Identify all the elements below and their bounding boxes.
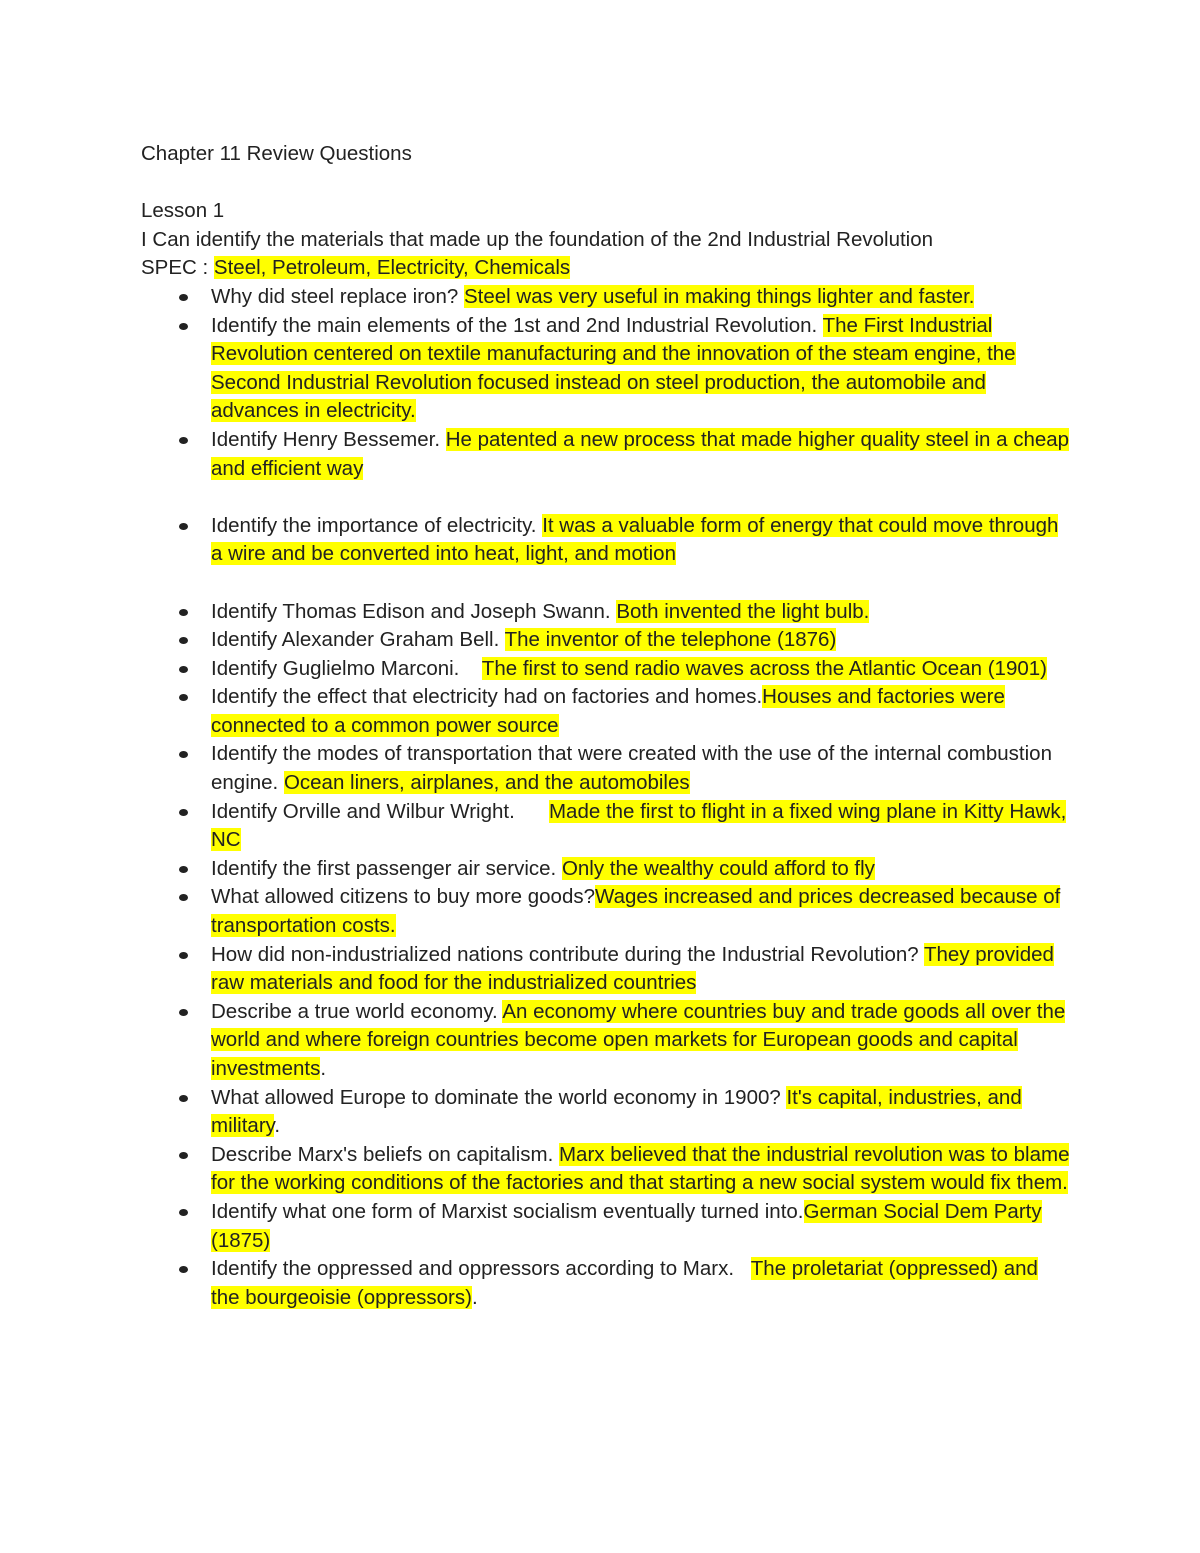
question-text: Identify Guglielmo Marconi. [211,656,482,680]
bullet-icon [179,609,188,616]
spec-label: SPEC : [141,256,214,280]
question-item [141,426,1071,483]
bullet-icon [179,751,188,758]
question-item [141,683,1071,740]
answer-tail: . [320,1057,327,1080]
answer-tail: . [274,1114,281,1138]
question-item [141,283,1071,312]
bullet-icon [179,1009,188,1016]
question-item [141,855,1071,884]
bullet-icon [179,637,188,644]
bullet-icon [179,866,188,873]
question-item [141,941,1071,998]
document-page [141,140,1071,1312]
answer-text: The proletariat (oppressed) and the bourgeoisie (oppressors) [211,1257,1038,1309]
question-item [141,798,1071,855]
answer-text: They provided raw materials and food for the industrialized countries [211,942,1054,995]
bullet-icon [179,1209,188,1216]
question-text: Identify Alexander Graham Bell. [211,628,505,652]
question-item [141,998,1071,1084]
answer-text: Steel was very useful in making things lighter and faster. [463,284,975,308]
bullet-icon [179,294,188,301]
bullet-icon [179,1095,188,1102]
question-text: Identify the effect that electricity had on factories and homes. [211,685,763,709]
bullet-icon [179,437,188,444]
answer-text: Wages increased and prices decreased because of transportation costs. [211,885,1061,938]
bullet-icon [179,323,188,330]
question-text: Identify the modes of transportation that were created with the use of the internal combustion engine. [211,742,1052,795]
question-item [141,312,1071,426]
bullet-icon [179,523,188,530]
question-text: Why did steel replace iron? [211,284,464,308]
bullet-icon [179,1152,188,1159]
question-item [141,740,1071,797]
question-text: Describe Marx's beliefs on capitalism. [211,1142,559,1166]
learning-objective: I Can identify the materials that made up the foundation of the 2nd Industrial Revolution [141,227,934,251]
answer-text: Marx believed that the industrial revolution was to blame for the working conditions of the factories and that starting a new social system would fix them. [211,1142,1070,1195]
question-text: What allowed citizens to buy more goods? [211,885,596,909]
answer-text: It was a valuable form of energy that could move through a wire and be converted into heat, light, and motion [211,513,1059,566]
question-item [141,1084,1071,1141]
question-text: Identify Henry Bessemer. [211,427,446,451]
answer-text: Only the wealthy could afford to fly [561,856,875,880]
bullet-icon [179,894,188,901]
bullet-icon [179,809,188,816]
lesson-heading: Lesson 1 [141,199,225,223]
answer-text: Ocean liners, airplanes, and the automobiles [283,771,690,795]
question-text: Identify the main elements of the 1st and 2nd Industrial Revolution. [211,313,823,337]
question-text: Identify the importance of electricity. [211,513,543,537]
question-text: Describe a true world economy. [211,999,503,1023]
question-text: Identify what one form of Marxist socialism eventually turned into. [211,1199,804,1223]
document-title: Chapter 11 Review Questions [141,142,412,165]
question-text: What allowed Europe to dominate the world economy in 1900? [211,1085,787,1109]
spec-line [141,254,1071,283]
bullet-icon [179,952,188,959]
question-item [141,598,1071,627]
question-item [141,1141,1071,1198]
answer-text: Both invented the light bulb. [616,599,870,623]
question-item [141,1198,1071,1255]
question-list [141,283,1071,1312]
question-item [141,626,1071,655]
question-item [141,1255,1071,1312]
bullet-icon [179,1266,188,1273]
question-item [141,512,1071,569]
question-text: Identify the first passenger air service. [211,856,562,880]
question-item [141,883,1071,940]
answer-text: He patented a new process that made higher quality steel in a cheap and efficient way [211,427,1070,480]
question-text: Identify Orville and Wilbur Wright. [211,799,549,823]
bullet-icon [179,666,188,673]
question-text: Identify Thomas Edison and Joseph Swann. [211,599,617,623]
spec-answer: Steel, Petroleum, Electricity, Chemicals [213,256,571,280]
question-text: Identify the oppressed and oppressors according to Marx. [211,1257,751,1281]
answer-text: It's capital, industries, and military [211,1085,1022,1138]
answer-text: Made the first to flight in a fixed wing plane in Kitty Hawk, NC [211,799,1067,852]
question-item [141,655,1071,684]
answer-text: An economy where countries buy and trade goods all over the world and where foreign countries become open markets for European goods and capital investments [211,999,1066,1080]
bullet-icon [179,694,188,701]
question-text: How did non-industrialized nations contribute during the Industrial Revolution? [211,942,924,966]
answer-tail: . [471,1285,478,1309]
answer-text: The first to send radio waves across the Atlantic Ocean (1901) [481,656,1047,680]
answer-text: The inventor of the telephone (1876) [504,628,837,652]
answer-text: Houses and factories were connected to a common power source [211,685,1005,737]
answer-text: German Social Dem Party (1875) [211,1199,1042,1252]
blank-line [141,169,1071,198]
answer-text: The First Industrial Revolution centered on textile manufacturing and the innovation of the steam engine, the Second Industrial Revolution focused instead on steel production, the automobile and advances in electricity. [211,313,1016,423]
